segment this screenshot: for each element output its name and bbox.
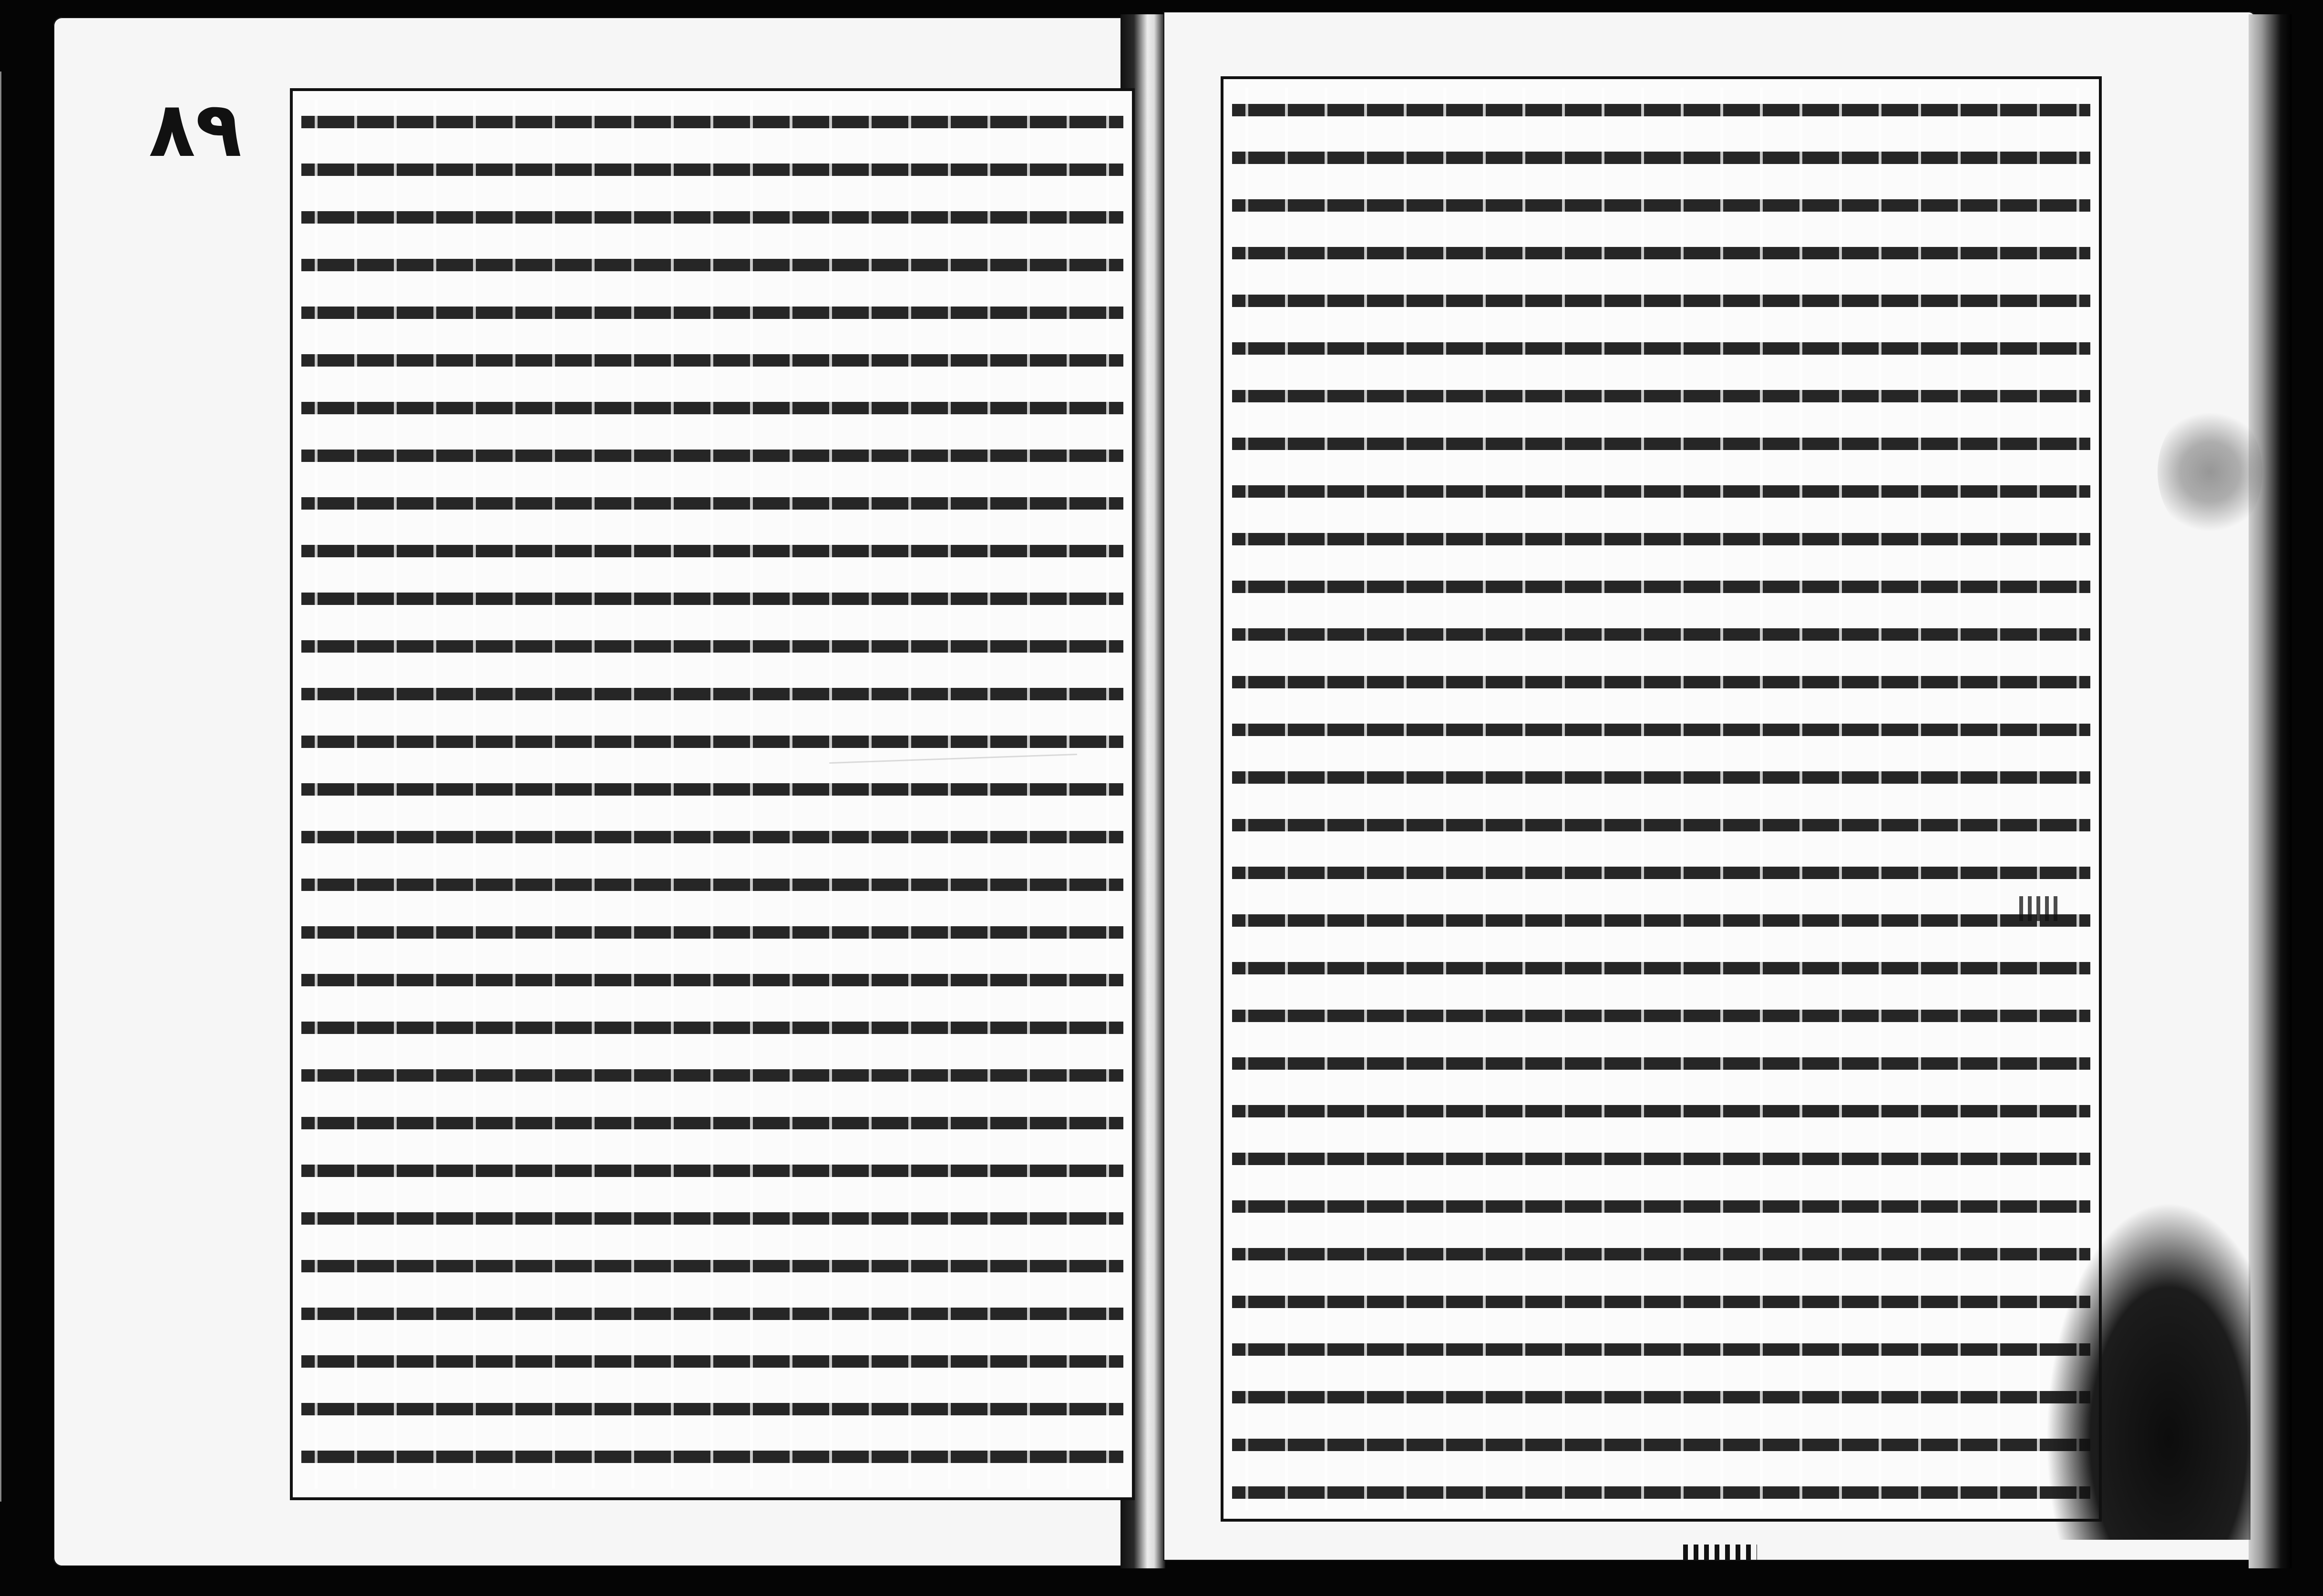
right-text-block bbox=[1232, 88, 2090, 1510]
catchword bbox=[1683, 1545, 1757, 1561]
margin-note bbox=[2019, 896, 2062, 921]
left-edge-mark bbox=[0, 72, 40, 1502]
left-text-block bbox=[301, 100, 1123, 1489]
corner-shadow bbox=[2045, 1201, 2251, 1540]
left-text-frame bbox=[290, 88, 1135, 1500]
right-text-frame bbox=[1221, 76, 2102, 1522]
right-page-edge bbox=[2249, 14, 2292, 1568]
page-number: ٨٩ bbox=[149, 85, 242, 174]
page-stain bbox=[2158, 405, 2262, 539]
